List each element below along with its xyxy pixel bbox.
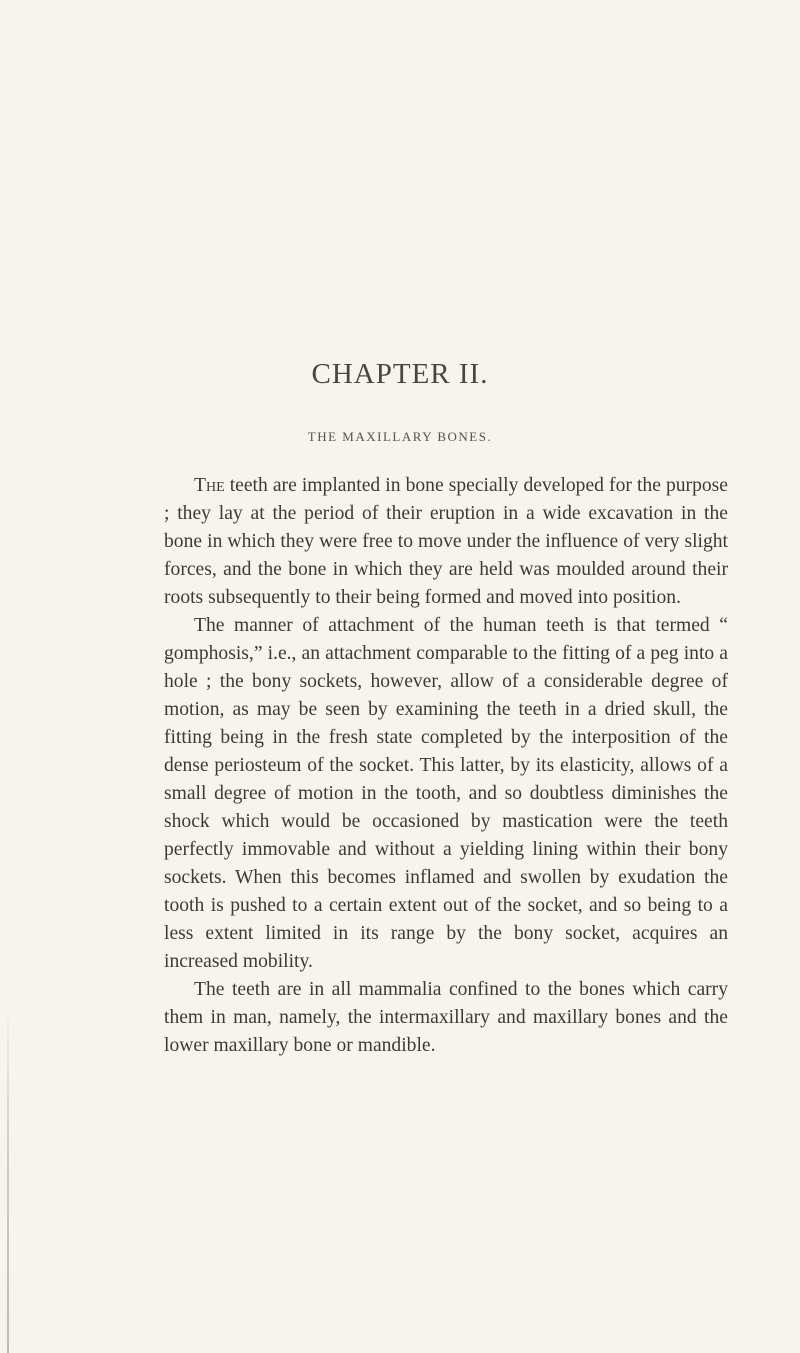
paragraph-1-text: teeth are implanted in bone specially developed for the purpose ; they lay at the period of their eruption in a wide excavation in the bone in which they were free to move under the influence of very slight forces, and the bone in which they are held was moulded around their roots subsequently to their being formed and moved into position. — [164, 475, 728, 608]
paragraph-3: The teeth are in all mammalia confined to the bones which carry them in man, namely, the intermaxillary and maxillary bones and the lower maxillary bone or mandible. — [164, 979, 728, 1056]
paragraph-2: The manner of attachment of the human teeth is that termed “ gomphosis,” i.e., an attachment comparable to the fitting of a peg into a hole ; the bony sockets, however, allow of a considerable degree of motion, as may be seen by examining the teeth in a dried skull, the fitting being in the fresh state completed by the interposition of the dense periosteum of the socket. This latter, by its elasticity, allows of a small degree of motion in the tooth, and so doubtless diminishes the shock which would be occasioned by mastication were the teeth perfectly immovable and without a yielding lining within their bony sockets. When this becomes inflamed and swollen by exudation the tooth is pushed to a certain extent out of the socket, and so being to a less extent limited in its range by the bony socket, acquires an increased mobility. — [164, 615, 728, 972]
page-edge-shadow — [7, 1000, 9, 1353]
section-title: THE MAXILLARY BONES. — [307, 429, 493, 444]
chapter-title: CHAPTER II. — [311, 358, 489, 390]
paragraph-lead-word: The — [194, 475, 225, 496]
paragraph-1 — [164, 472, 728, 612]
body-text — [164, 472, 728, 1060]
